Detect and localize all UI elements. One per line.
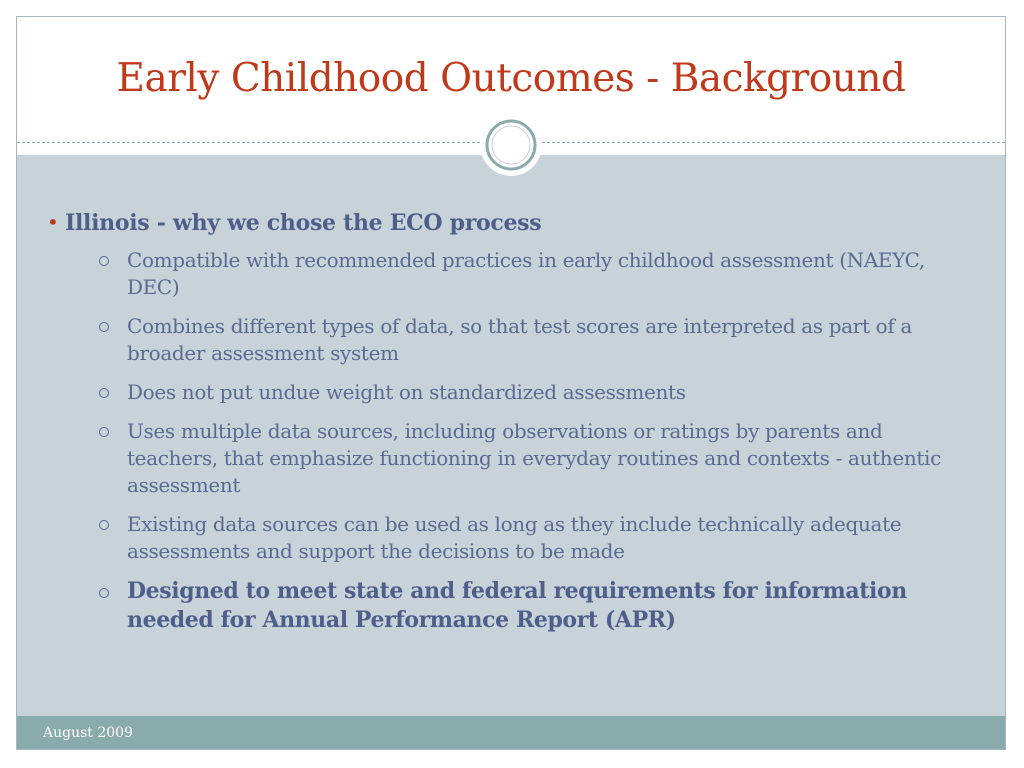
list-item-text: Does not put undue weight on standardized assessments bbox=[127, 380, 686, 404]
list-item-emphasized bbox=[97, 577, 967, 635]
sub-bullet-list bbox=[97, 247, 967, 647]
bullet-dot-icon: • bbox=[47, 210, 59, 234]
list-item-text: Designed to meet state and federal requirements for information needed for Annual Performance Report (APR) bbox=[127, 578, 907, 633]
footer-bar bbox=[17, 716, 1005, 749]
hollow-circle-icon bbox=[97, 577, 127, 603]
list-item-text: Compatible with recommended practices in early childhood assessment (NAEYC, DEC) bbox=[127, 248, 925, 299]
list-item-text: Existing data sources can be used as long as they include technically adequate assessments and support the decisions to be made bbox=[127, 512, 902, 563]
hollow-circle-icon bbox=[97, 313, 127, 339]
hollow-circle-icon bbox=[97, 511, 127, 537]
footer-date: August 2009 bbox=[43, 725, 133, 741]
hollow-circle-icon bbox=[97, 379, 127, 405]
level1-bullet bbox=[47, 210, 967, 236]
content-area bbox=[17, 155, 1005, 716]
list-item bbox=[97, 511, 967, 565]
hollow-circle-icon bbox=[97, 247, 127, 273]
level1-bullet-text: Illinois - why we chose the ECO process bbox=[65, 210, 542, 236]
list-item bbox=[97, 418, 967, 499]
ring-ornament-icon bbox=[478, 112, 544, 178]
list-item-text: Uses multiple data sources, including observations or ratings by parents and teachers, that emphasize functioning in everyday routines and contexts - authentic assessment bbox=[127, 419, 941, 497]
bullet-list bbox=[17, 155, 1005, 716]
list-item-text: Combines different types of data, so that test scores are interpreted as part of a broader assessment system bbox=[127, 314, 912, 365]
list-item bbox=[97, 379, 967, 406]
list-item bbox=[97, 247, 967, 301]
hollow-circle-icon bbox=[97, 418, 127, 444]
page-title: Early Childhood Outcomes - Background bbox=[116, 56, 906, 101]
list-item bbox=[97, 313, 967, 367]
